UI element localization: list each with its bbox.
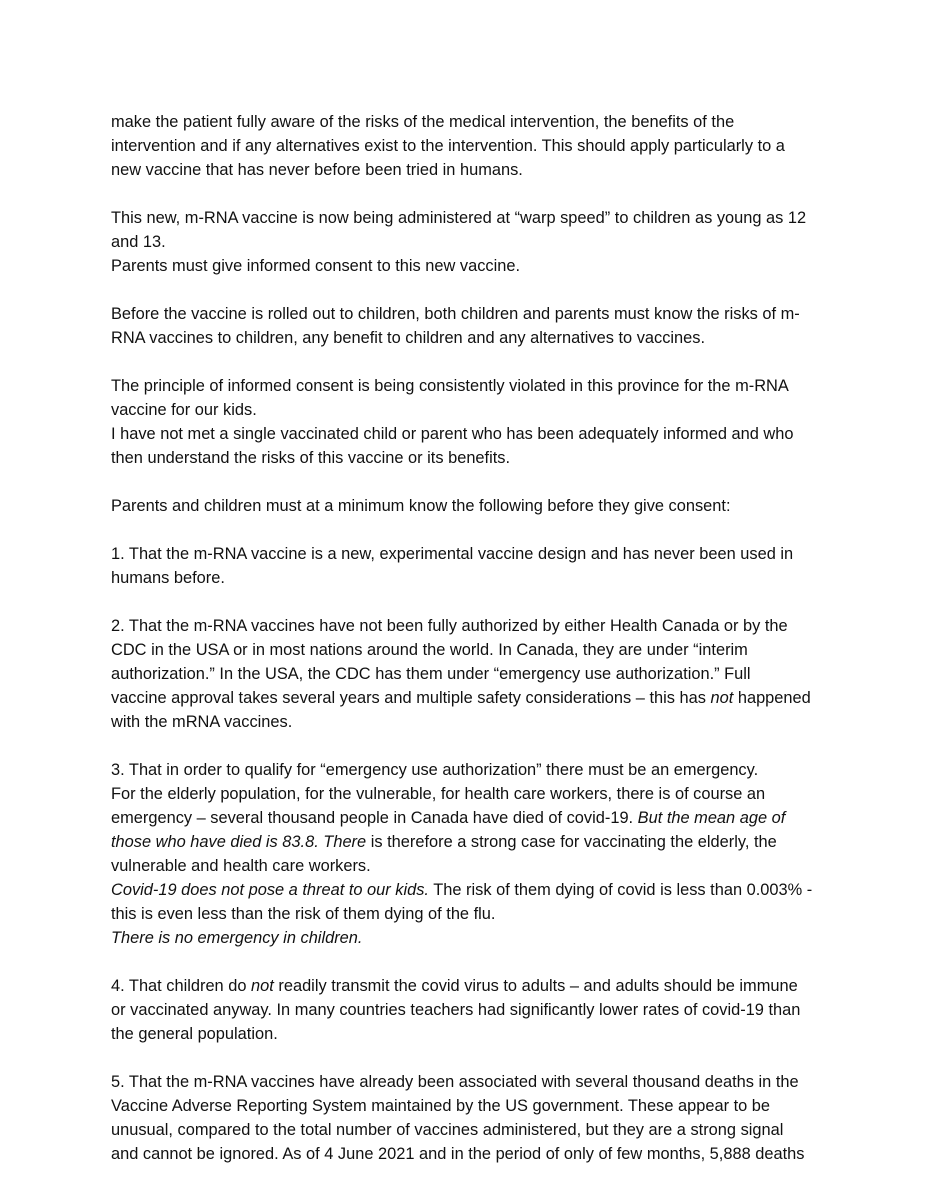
text-line (111, 806, 823, 830)
text-line: Parents must give informed consent to this new vaccine. (111, 257, 521, 275)
text-line: This new, m-RNA vaccine is now being administered at “warp speed” to children as young as 12 (111, 209, 807, 227)
emphasis-text: not (710, 689, 734, 707)
paragraph-minimum-knowledge (111, 494, 823, 518)
list-item-3 (111, 758, 823, 950)
text-run: The risk of them dying of covid is less than 0.003% - (429, 881, 813, 899)
emphasis-text: those who have died is 83.8. There (111, 833, 367, 851)
text-line: I have not met a single vaccinated child or parent who has been adequately informed and who (111, 425, 794, 443)
text-line: Vaccine Adverse Reporting System maintained by the US government. These appear to be (111, 1097, 771, 1115)
text-line: with the mRNA vaccines. (111, 713, 293, 731)
text-line: 3. That in order to qualify for “emergency use authorization” there must be an emergency. (111, 761, 759, 779)
text-line (111, 926, 823, 950)
text-line: 2. That the m-RNA vaccines have not been fully authorized by either Health Canada or by the (111, 617, 788, 635)
text-line: this is even less than the risk of them dying of the flu. (111, 905, 496, 923)
text-line (111, 878, 823, 902)
text-line: the general population. (111, 1025, 278, 1043)
text-line (111, 686, 823, 710)
text-line: 5. That the m-RNA vaccines have already been associated with several thousand deaths in the (111, 1073, 799, 1091)
paragraph-intro (111, 110, 823, 182)
text-line: CDC in the USA or in most nations around the world. In Canada, they are under “interim (111, 641, 748, 659)
text-line: or vaccinated anyway. In many countries teachers had significantly lower rates of covid-19 than (111, 1001, 801, 1019)
document-body (111, 110, 823, 1166)
text-line: and 13. (111, 233, 166, 251)
text-line: vulnerable and health care workers. (111, 857, 371, 875)
text-line: intervention and if any alternatives exist to the intervention. This should apply particularly to a (111, 137, 785, 155)
text-line: and cannot be ignored. As of 4 June 2021 and in the period of only of few months, 5,888 deaths (111, 1145, 805, 1163)
text-line: RNA vaccines to children, any benefit to children and any alternatives to vaccines. (111, 329, 706, 347)
list-item-5 (111, 1070, 823, 1166)
text-line: authorization.” In the USA, the CDC has them under “emergency use authorization.” Full (111, 665, 751, 683)
text-run: happened (733, 689, 811, 707)
text-line: The principle of informed consent is being consistently violated in this province for the m-RNA (111, 377, 789, 395)
text-line: Before the vaccine is rolled out to children, both children and parents must know the risks of m- (111, 305, 800, 323)
emphasis-text: Covid-19 does not pose a threat to our kids. (111, 881, 429, 899)
text-line: humans before. (111, 569, 225, 587)
text-run: 4. That children do (111, 977, 252, 995)
paragraph-informed-consent (111, 374, 823, 470)
text-run: emergency – several thousand people in Canada have died of covid-19. (111, 809, 638, 827)
list-item-4 (111, 974, 823, 1046)
text-line: make the patient fully aware of the risks of the medical intervention, the benefits of the (111, 113, 735, 131)
paragraph-new-vaccine (111, 206, 823, 278)
emphasis-text: There is no emergency in children. (111, 929, 363, 947)
list-item-1 (111, 542, 823, 590)
text-line: then understand the risks of this vaccine or its benefits. (111, 449, 511, 467)
paragraph-rollout (111, 302, 823, 350)
text-run: is therefore a strong case for vaccinating the elderly, the (366, 833, 777, 851)
text-line: vaccine for our kids. (111, 401, 257, 419)
text-line: new vaccine that has never before been tried in humans. (111, 161, 523, 179)
text-line (111, 974, 823, 998)
text-line: Parents and children must at a minimum know the following before they give consent: (111, 497, 731, 515)
text-line (111, 830, 823, 854)
text-line: unusual, compared to the total number of vaccines administered, but they are a strong signal (111, 1121, 784, 1139)
text-run: vaccine approval takes several years and multiple safety considerations – this has (111, 689, 711, 707)
list-item-2 (111, 614, 823, 734)
emphasis-text: not (251, 977, 274, 995)
text-line: For the elderly population, for the vulnerable, for health care workers, there is of course an (111, 785, 766, 803)
emphasis-text: But the mean age of (637, 809, 786, 827)
text-run: readily transmit the covid virus to adults – and adults should be immune (273, 977, 798, 995)
text-line: 1. That the m-RNA vaccine is a new, experimental vaccine design and has never been used in (111, 545, 794, 563)
